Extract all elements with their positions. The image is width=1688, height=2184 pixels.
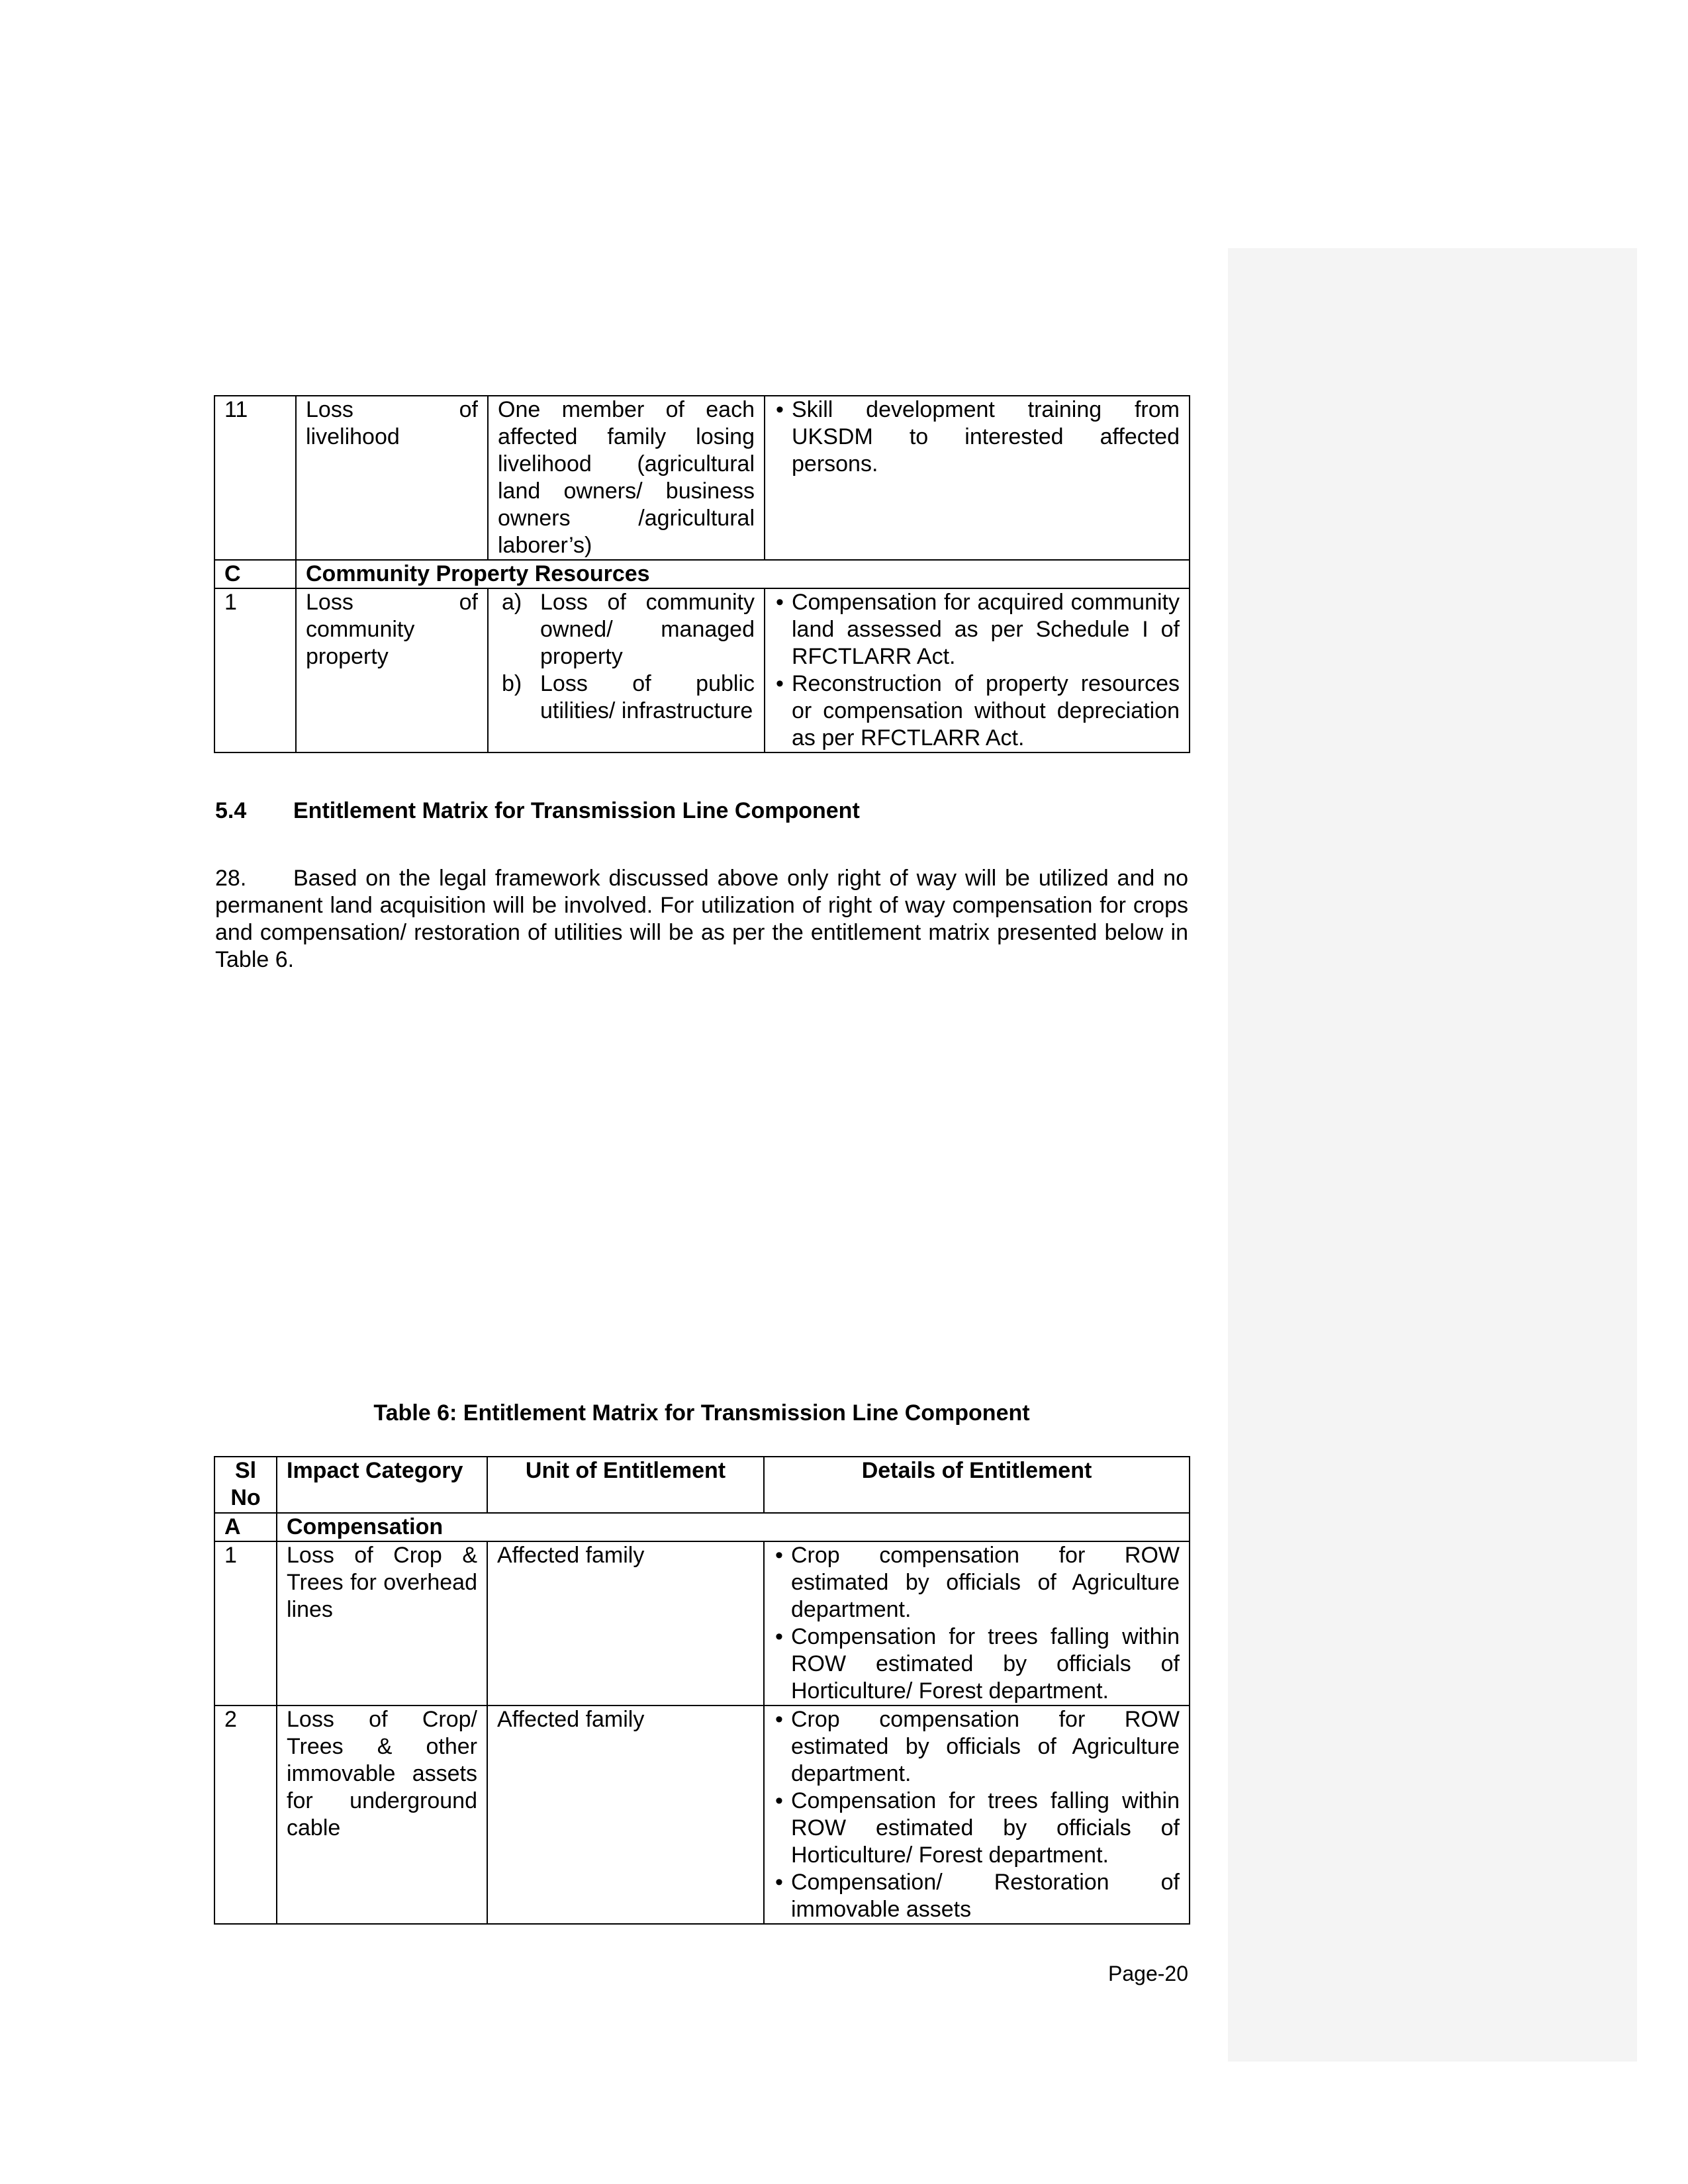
sl-cell [214, 1706, 277, 1924]
table-caption: Table 6: Entitlement Matrix for Transmission Line Component [373, 1400, 1030, 1426]
impact-category-cell [277, 1541, 487, 1706]
table-row [214, 1706, 1190, 1924]
header-sl-no [214, 1457, 277, 1513]
impact-category-cell [296, 588, 488, 752]
details-item: • Compensation for trees falling within ROW estimated by officials of Horticulture/ Forest department. [774, 1788, 1180, 1869]
header-sl-no-text: Sl No [230, 1458, 261, 1510]
section-code: C [224, 561, 241, 586]
impact-category-text: Loss of livelihood [306, 397, 478, 449]
unit-of-entitlement-cell [487, 1706, 764, 1924]
paragraph-text: Based on the legal framework discussed above only right of way will be utilized and no permanent land acquisition will be involved. For utilization of right of way compensation for crops and compensation/ restoration of utilities will be as per the entitlement matrix presented below in Table 6. [215, 866, 1188, 972]
header-details-of-entitlement-text: Details of Entitlement [861, 1458, 1092, 1483]
section-title: Entitlement Matrix for Transmission Line Component [293, 798, 860, 823]
unit-of-entitlement-text: Affected family [497, 1707, 645, 1732]
details-item: • Reconstruction of property resources or compensation without depreciation as per RFCTLARR Act. [774, 670, 1180, 752]
details-list [774, 1706, 1180, 1923]
section-code-cell [214, 1513, 277, 1541]
details-list [774, 589, 1180, 752]
sl-number: 1 [224, 1543, 237, 1568]
table-row [214, 1541, 1190, 1706]
unit-of-entitlement-cell [487, 1541, 764, 1706]
section-title: Community Property Resources [306, 561, 650, 586]
sl-cell [214, 1541, 277, 1706]
impact-category-text: Loss of Crop & Trees for overhead lines [287, 1543, 477, 1622]
header-unit-of-entitlement [487, 1457, 764, 1513]
sl-cell [214, 396, 296, 560]
impact-category-cell [296, 396, 488, 560]
details-item: • Compensation for acquired community land assessed as per Schedule I of RFCTLARR Act. [774, 589, 1180, 670]
details-cell [764, 1541, 1190, 1706]
details-cell [765, 588, 1190, 752]
impact-category-text: Loss of community property [306, 590, 478, 669]
impact-category-text: Loss of Crop/ Trees & other immovable assets for underground cable [287, 1707, 477, 1841]
unit-item [502, 589, 755, 670]
page-number: Page-20 [1108, 1962, 1188, 1985]
section-row [214, 560, 1190, 588]
unit-of-entitlement-cell [488, 588, 765, 752]
section-code-cell [214, 560, 296, 588]
entitlement-table-continued [214, 395, 1190, 753]
section-title-cell [296, 560, 1190, 588]
details-item: • Compensation for trees falling within ROW estimated by officials of Horticulture/ Forest department. [774, 1623, 1180, 1705]
unit-list [502, 589, 755, 725]
section-title-cell [277, 1513, 1190, 1541]
header-row [214, 1457, 1190, 1513]
section-code: A [224, 1514, 241, 1539]
details-list [774, 1542, 1180, 1705]
paragraph [215, 865, 1188, 974]
sl-number: 11 [224, 397, 248, 422]
details-item: • Skill development training from UKSDM to interested affected persons. [774, 396, 1180, 478]
comment-margin-pane [1228, 248, 1637, 2062]
details-item: • Compensation/ Restoration of immovable assets [774, 1869, 1180, 1923]
unit-of-entitlement-text: One member of each affected family losing livelihood (agricultural land owners/ business owners /agricultural laborer’s) [498, 397, 755, 558]
header-details-of-entitlement [764, 1457, 1190, 1513]
section-heading [215, 797, 860, 825]
header-unit-of-entitlement-text: Unit of Entitlement [525, 1458, 726, 1483]
details-list [774, 396, 1180, 478]
details-item: • Crop compensation for ROW estimated by officials of Agriculture department. [774, 1542, 1180, 1623]
unit-of-entitlement-text: Affected family [497, 1543, 645, 1568]
unit-item-text: Loss of public utilities/ infrastructure [540, 671, 755, 723]
header-impact-category-text: Impact Category [287, 1458, 463, 1483]
section-number: 5.4 [215, 798, 247, 823]
unit-of-entitlement-cell [488, 396, 765, 560]
section-row [214, 1513, 1190, 1541]
unit-item-text: Loss of community owned/ managed property [540, 590, 755, 669]
unit-item [502, 670, 755, 725]
sl-number: 2 [224, 1707, 237, 1732]
entitlement-matrix-table [214, 1456, 1190, 1925]
impact-category-cell [277, 1706, 487, 1924]
list-marker: b) [502, 671, 522, 696]
sl-cell [214, 588, 296, 752]
details-cell [765, 396, 1190, 560]
table-row [214, 588, 1190, 752]
sl-number: 1 [224, 590, 237, 615]
header-impact-category [277, 1457, 487, 1513]
paragraph-number: 28. [215, 866, 247, 891]
list-marker: a) [502, 590, 522, 615]
details-item: • Crop compensation for ROW estimated by officials of Agriculture department. [774, 1706, 1180, 1788]
details-cell [764, 1706, 1190, 1924]
table-row [214, 396, 1190, 560]
section-title: Compensation [287, 1514, 444, 1539]
